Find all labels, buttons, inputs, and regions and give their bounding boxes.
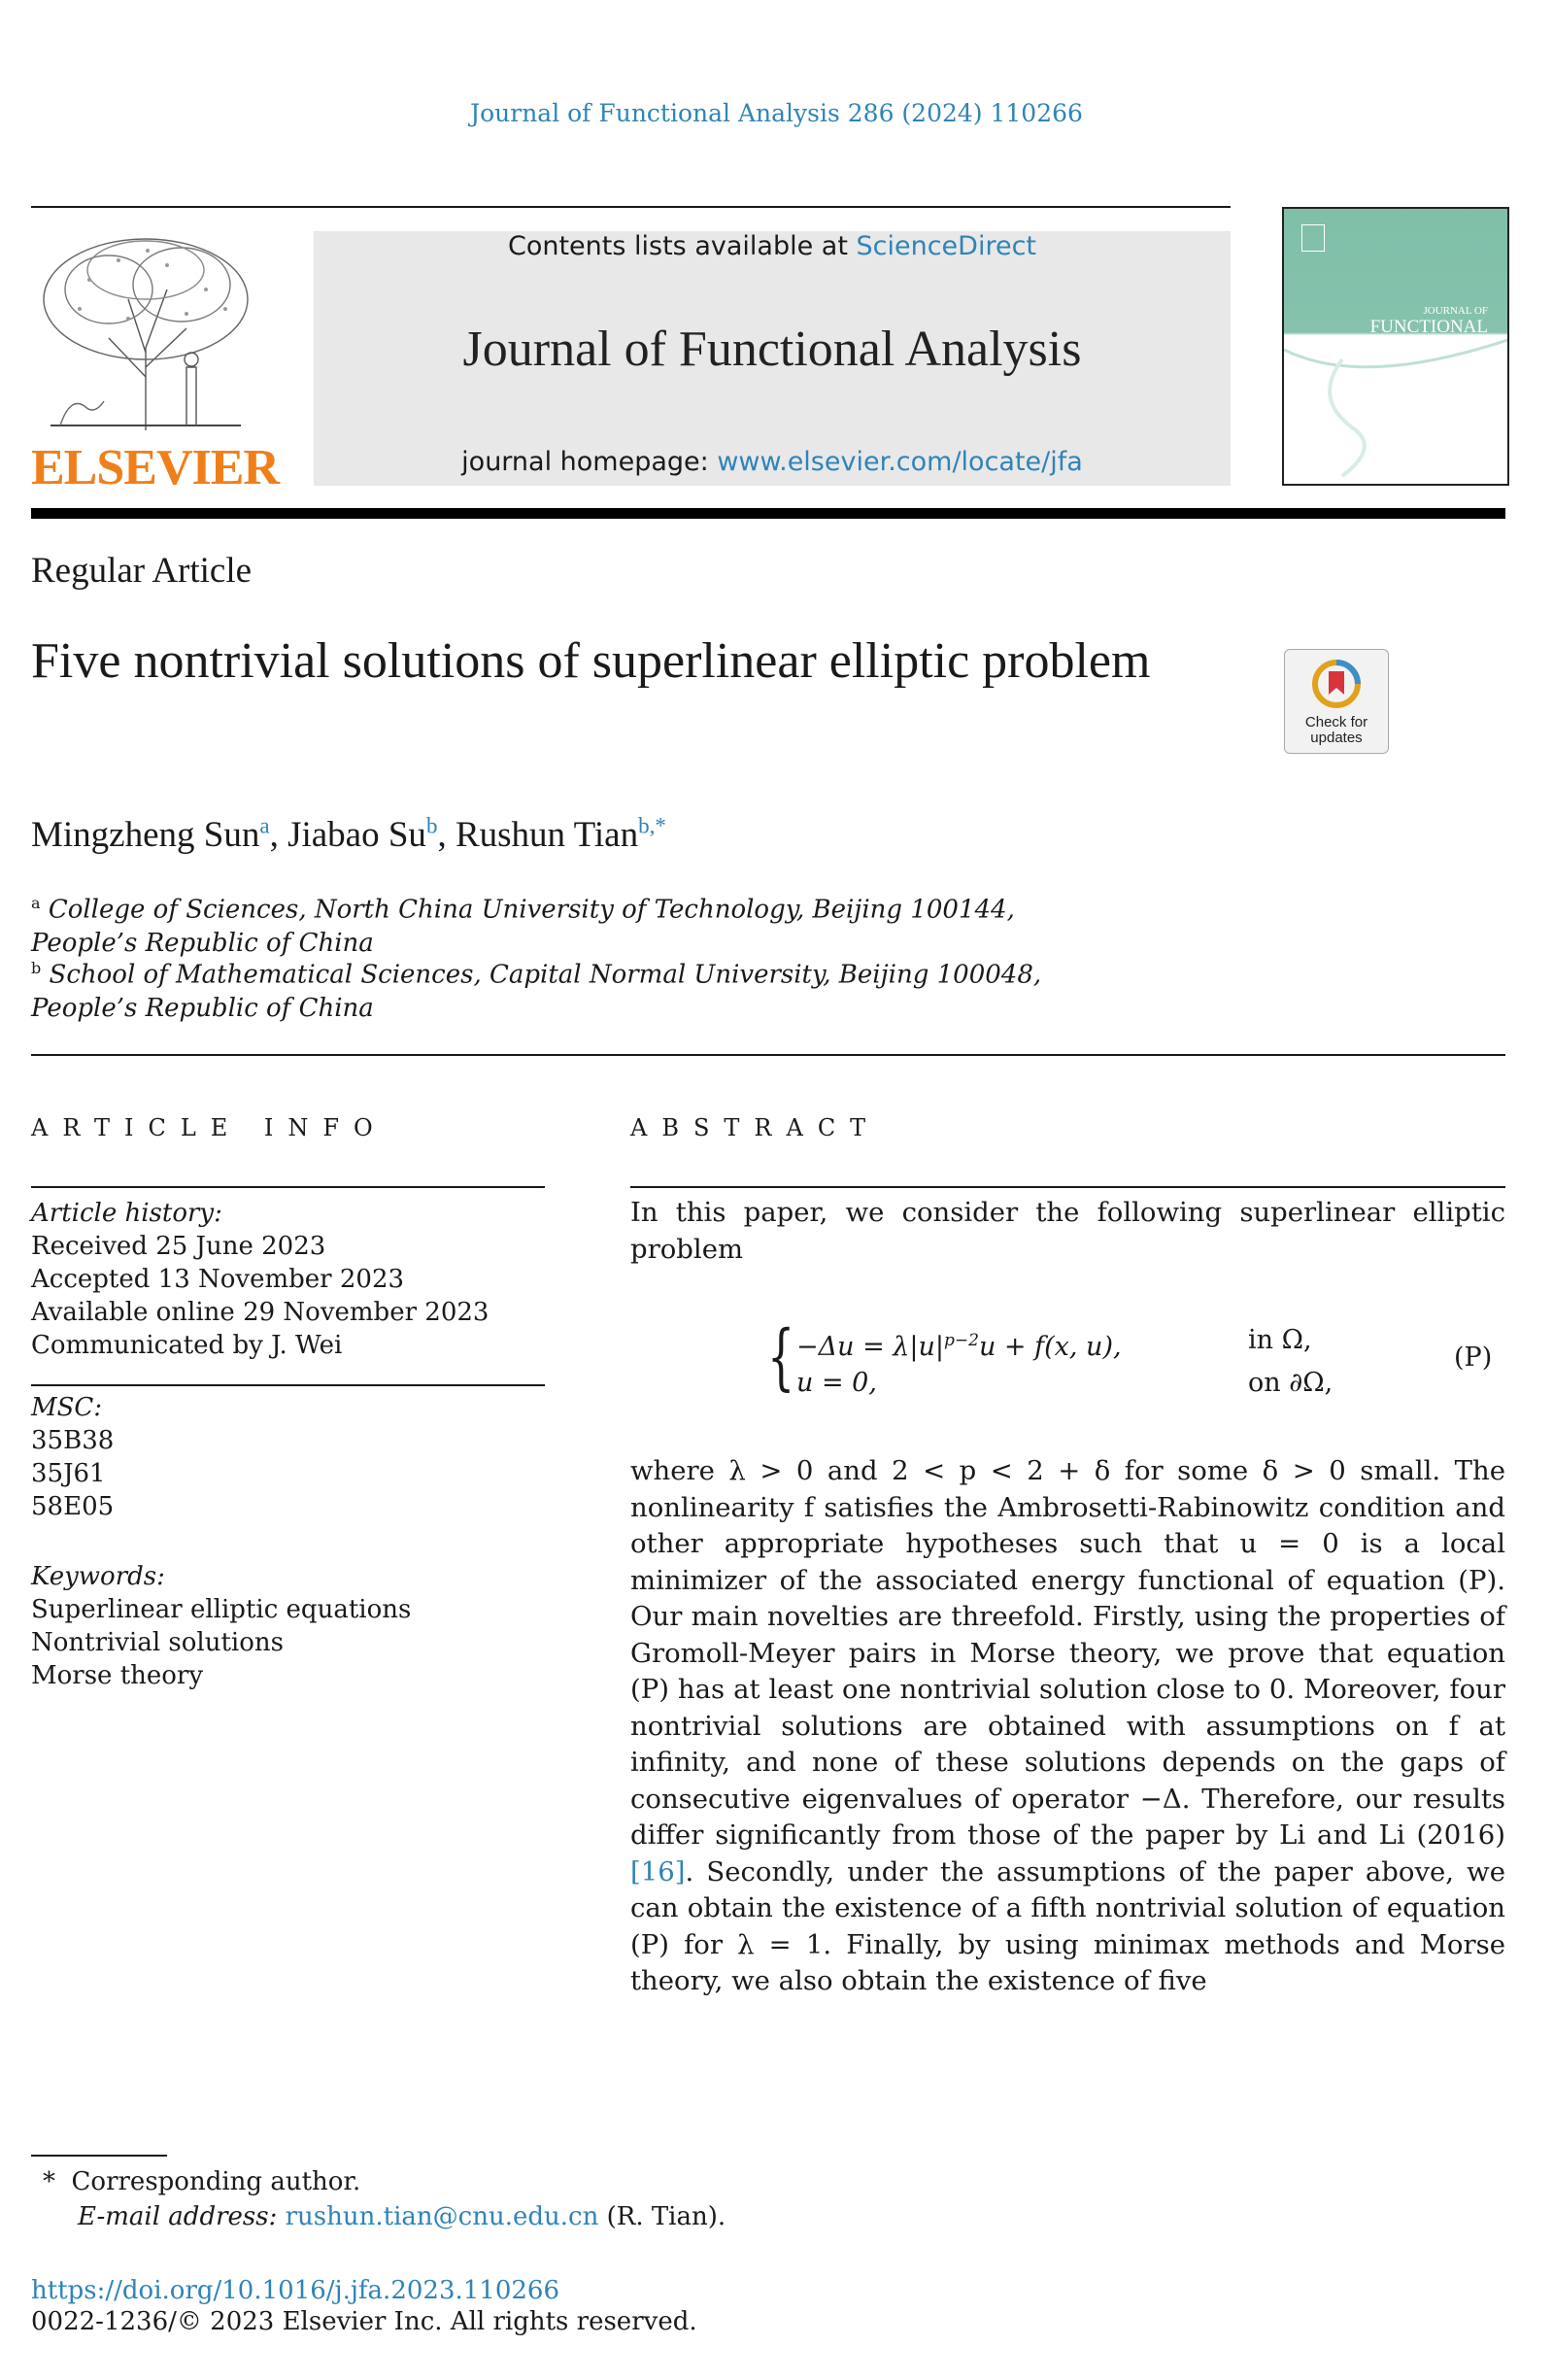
cover-title-line1: JOURNAL OF — [1423, 305, 1488, 317]
equation-brace: { — [767, 1315, 795, 1399]
email-suffix: (R. Tian). — [606, 2202, 726, 2231]
online-date: Available online 29 November 2023 — [31, 1298, 490, 1327]
author-separator: , — [269, 815, 279, 855]
communicated-by: Communicated by J. Wei — [31, 1331, 343, 1360]
check-updates-label1: Check for — [1304, 714, 1368, 731]
equation-system — [796, 1319, 1340, 1405]
equation-exponent: p−2 — [944, 1331, 979, 1350]
msc-code: 58E05 — [31, 1492, 115, 1521]
paper-title: Five nontrivial solutions of superlinear elliptic problem — [31, 633, 1151, 689]
abstract-heading: ABSTRACT — [630, 1114, 881, 1141]
affiliation-a — [31, 887, 1015, 960]
keywords-label: Keywords: — [31, 1562, 165, 1591]
history-label: Article history: — [31, 1199, 222, 1228]
author-separator: , — [437, 815, 447, 855]
cover-wave-graphic — [1284, 330, 1507, 484]
affiliation-line: People’s Republic of China — [31, 993, 374, 1023]
abstract-rule — [630, 1186, 1505, 1188]
affiliation-line: School of Mathematical Sciences, Capital Normal University, Beijing 100048, — [49, 960, 1042, 990]
received-date: Received 25 June 2023 — [31, 1232, 326, 1261]
homepage-prefix: journal homepage: — [461, 447, 709, 477]
affiliation-line: College of Sciences, North China University of Technology, Beijing 100144, — [48, 895, 1015, 925]
article-history — [31, 1197, 489, 1362]
abstract-body-part1: where λ > 0 and 2 < p < 2 + δ for some δ > 0 small. The nonlinearity f satisfies the Ambrosetti-Rabinowitz condition and other appropriate hypotheses such that u = 0 is a local minimizer of the associated energy functional of equation (P). Our main novelties are threefold. Firstly, using the properties of Gromoll-Meyer pairs in Morse theory, we prove that equation (P) has at least one nontrivial solution close to 0. Moreover, four nontrivial solutions are obtained with assumptions on f at infinity, and none of these solutions depends on the gaps of consecutive eigenvalues of operator −Δ. Therefore, our results differ significantly from those of the paper by Li and Li (2016) — [630, 1455, 1505, 1851]
cover-title-line3: ANALYSIS — [1398, 335, 1488, 357]
journal-reference: Journal of Functional Analysis 286 (2024) 110266 — [470, 99, 1083, 127]
equation-line2-lhs: u = 0, — [796, 1368, 877, 1398]
keywords-block — [31, 1560, 411, 1692]
reference-link[interactable]: [16] — [630, 1855, 686, 1887]
equation-line2-domain: on ∂Ω, — [1248, 1368, 1334, 1398]
msc-rule — [31, 1384, 545, 1386]
contents-prefix: Contents lists available at — [507, 231, 848, 261]
cover-publisher-icon — [1301, 224, 1325, 252]
author-name: Jiabao Su — [287, 815, 426, 855]
author-name: Rushun Tian — [455, 815, 639, 855]
cover-title-line2: FUNCTIONAL — [1369, 316, 1488, 337]
author-affil-mark[interactable]: b — [425, 813, 438, 838]
footnote-corresponding — [31, 2164, 360, 2199]
equation-label: (P) — [1454, 1343, 1493, 1373]
check-updates-icon — [1310, 658, 1363, 710]
abstract-intro: In this paper, we consider the following superlinear elliptic problem — [630, 1197, 1505, 1265]
doi-link[interactable]: https://doi.org/10.1016/j.jfa.2023.110266 — [31, 2276, 560, 2305]
journal-title: Journal of Functional Analysis — [462, 322, 1082, 377]
article-info-heading: ARTICLE INFO — [31, 1114, 388, 1141]
authors-line — [31, 814, 666, 856]
copyright: 0022-1236/© 2023 Elsevier Inc. All rights reserved. — [31, 2307, 697, 2336]
homepage-line — [314, 447, 1231, 477]
article-type: Regular Article — [31, 551, 253, 591]
homepage-link[interactable]: www.elsevier.com/locate/jfa — [717, 447, 1083, 477]
author-affil-mark[interactable]: a — [259, 813, 270, 838]
email-link[interactable]: rushun.tian@cnu.edu.cn — [285, 2202, 599, 2231]
article-info-rule — [31, 1186, 545, 1188]
msc-code: 35J61 — [31, 1459, 106, 1488]
affiliation-rule — [31, 1054, 1505, 1056]
keyword: Superlinear elliptic equations — [31, 1595, 412, 1624]
sciencedirect-link[interactable]: ScienceDirect — [856, 231, 1037, 261]
abstract-body-part2: . Secondly, under the assumptions of the paper above, we can obtain the existence of a fifth nontrivial solution of equation (P) for λ = 1. Finally, by using minimax methods and Morse theory, we also obtain the existence of five — [630, 1855, 1505, 1996]
author-name: Mingzheng Sun — [31, 815, 260, 855]
msc-code: 35B38 — [31, 1426, 115, 1455]
check-updates-label2: updates — [1310, 730, 1363, 746]
email-label: E-mail address: — [78, 2202, 278, 2231]
msc-block — [31, 1391, 114, 1523]
accepted-date: Accepted 13 November 2023 — [31, 1265, 405, 1294]
author-affil-mark[interactable]: b,* — [638, 813, 666, 838]
keyword: Morse theory — [31, 1661, 204, 1690]
equation-line1-lhs: −Δu = λ|u| — [796, 1332, 944, 1362]
keyword: Nontrivial solutions — [31, 1628, 284, 1657]
affiliation-b — [31, 952, 1041, 1025]
affiliation-mark: b — [31, 959, 42, 977]
footnote-rule — [31, 2155, 167, 2157]
footnote-star: * — [43, 2167, 55, 2196]
header-thick-rule — [31, 508, 1505, 519]
elsevier-wordmark[interactable]: ELSEVIER — [31, 440, 279, 495]
check-for-updates-badge[interactable] — [1284, 649, 1389, 754]
contents-line — [314, 231, 1231, 261]
elsevier-tree-logo — [31, 231, 260, 437]
msc-label: MSC: — [31, 1393, 103, 1422]
equation-line1-rhs: u + f(x, u), — [978, 1332, 1122, 1362]
journal-cover[interactable] — [1282, 207, 1509, 486]
affiliation-line: People’s Republic of China — [31, 928, 374, 958]
affiliation-mark: a — [31, 894, 41, 912]
corresponding-text: Corresponding author. — [71, 2167, 361, 2196]
equation-line1-domain: in Ω, — [1248, 1325, 1312, 1355]
top-rule — [31, 206, 1231, 208]
footnote-email — [78, 2199, 726, 2234]
abstract-body — [630, 1453, 1505, 2000]
